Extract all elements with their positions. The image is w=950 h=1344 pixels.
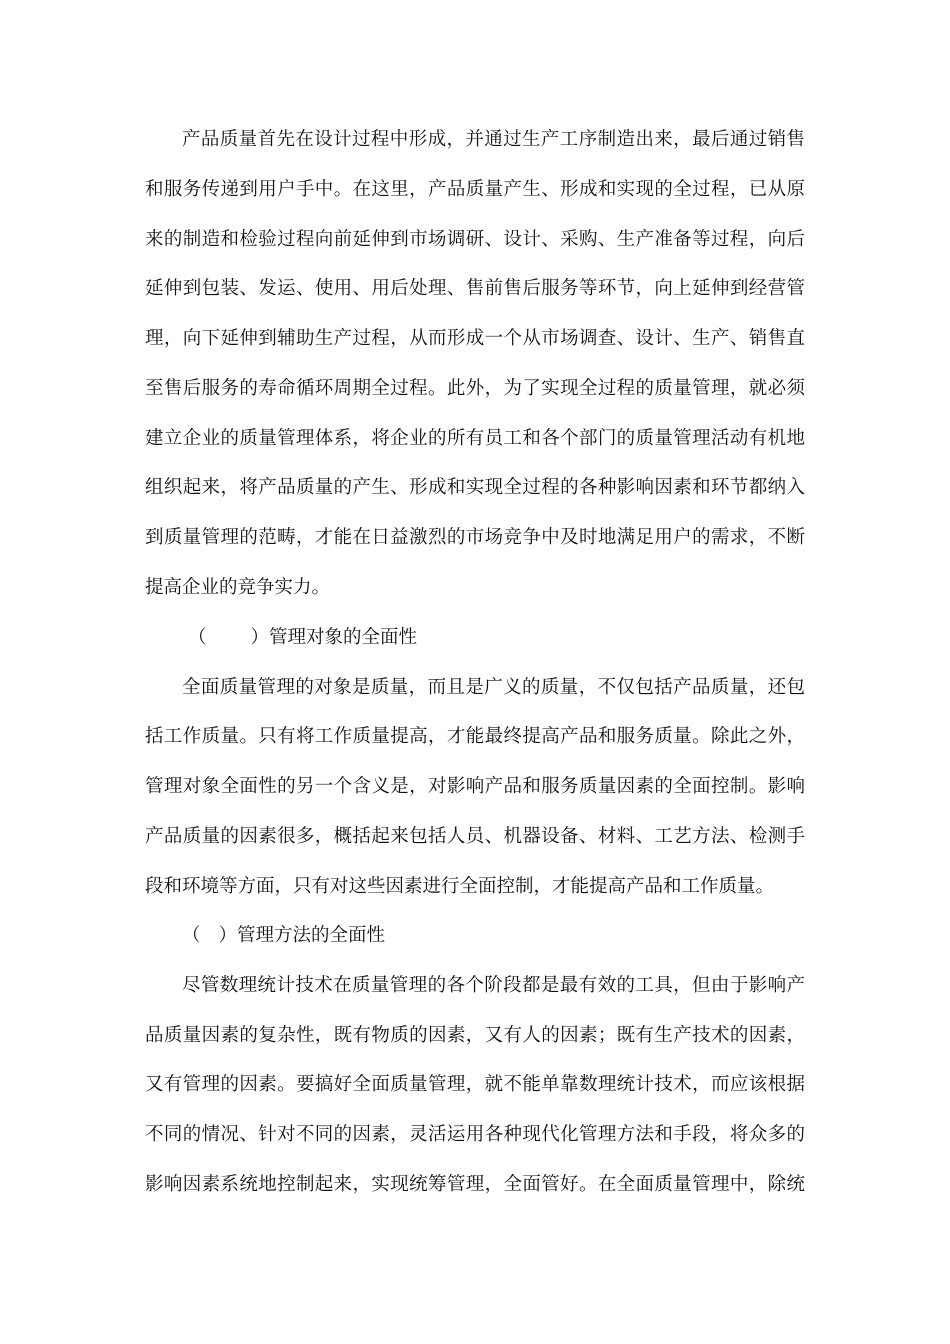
heading-close-paren: ） — [250, 627, 270, 648]
heading-text: 管理方法的全面性 — [237, 925, 386, 946]
paragraph-line: 来的制造和检验过程向前延伸到市场调研、设计、采购、生产准备等过程，向后 — [145, 229, 805, 250]
paragraph-line: 建立企业的质量管理体系，将企业的所有员工和各个部门的质量管理活动有机地 — [145, 428, 805, 449]
heading-open-paren: （ — [188, 627, 207, 648]
paragraph-line: 延伸到包装、发运、使用、用后处理、售前售后服务等环节，向上延伸到经营管 — [145, 278, 805, 299]
paragraph-line: 组织起来，将产品质量的产生、形成和实现全过程的各种影响因素和环节都纳入 — [145, 477, 805, 498]
paragraph-line: 尽管数理统计技术在质量管理的各个阶段都是最有效的工具，但由于影响产 — [182, 975, 805, 996]
paragraph-line: 和服务传递到用户手中。在这里，产品质量产生、形成和实现的全过程，已从原 — [145, 179, 805, 200]
paragraph-line: 段和环境等方面，只有对这些因素进行全面控制，才能提高产品和工作质量。 — [145, 876, 775, 897]
paragraph-line: 至售后服务的寿命循环周期全过程。此外，为了实现全过程的质量管理，就必须 — [145, 378, 805, 399]
heading-text: 管理对象的全面性 — [269, 627, 418, 648]
paragraph-line: 提高企业的竞争实力。 — [145, 577, 331, 598]
section-heading-management-method — [182, 923, 385, 949]
paragraph-line: 又有管理的因素。要搞好全面质量管理，就不能单靠数理统计技术，而应该根据 — [145, 1074, 805, 1095]
paragraph-line: 管理对象全面性的另一个含义是，对影响产品和服务质量因素的全面控制。影响 — [145, 776, 805, 797]
paragraph-line: 到质量管理的范畴，才能在日益激烈的市场竞争中及时地满足用户的需求，不断 — [145, 527, 805, 548]
paragraph-line: 括工作质量。只有将工作质量提高，才能最终提高产品和服务质量。除此之外， — [145, 726, 805, 747]
paragraph-line: 产品质量首先在设计过程中形成，并通过生产工序制造出来，最后通过销售 — [182, 129, 805, 150]
paragraph-line: 产品质量的因素很多，概括起来包括人员、机器设备、材料、工艺方法、检测手 — [145, 826, 805, 847]
paragraph-line: 品质量因素的复杂性，既有物质的因素，又有人的因素；既有生产技术的因素， — [145, 1025, 805, 1046]
paragraph-line: 理，向下延伸到辅助生产过程，从而形成一个从市场调查、设计、生产、销售直 — [145, 328, 805, 349]
paragraph-line: 影响因素系统地控制起来，实现统筹管理，全面管好。在全面质量管理中，除统 — [145, 1174, 805, 1195]
heading-close-paren: ） — [218, 925, 238, 946]
section-heading-management-object — [188, 625, 417, 651]
heading-open-paren: （ — [182, 925, 201, 946]
paragraph-line: 全面质量管理的对象是质量，而且是广义的质量，不仅包括产品质量，还包 — [182, 677, 805, 698]
paragraph-line: 不同的情况、针对不同的因素，灵活运用各种现代化管理方法和手段，将众多的 — [145, 1124, 805, 1145]
